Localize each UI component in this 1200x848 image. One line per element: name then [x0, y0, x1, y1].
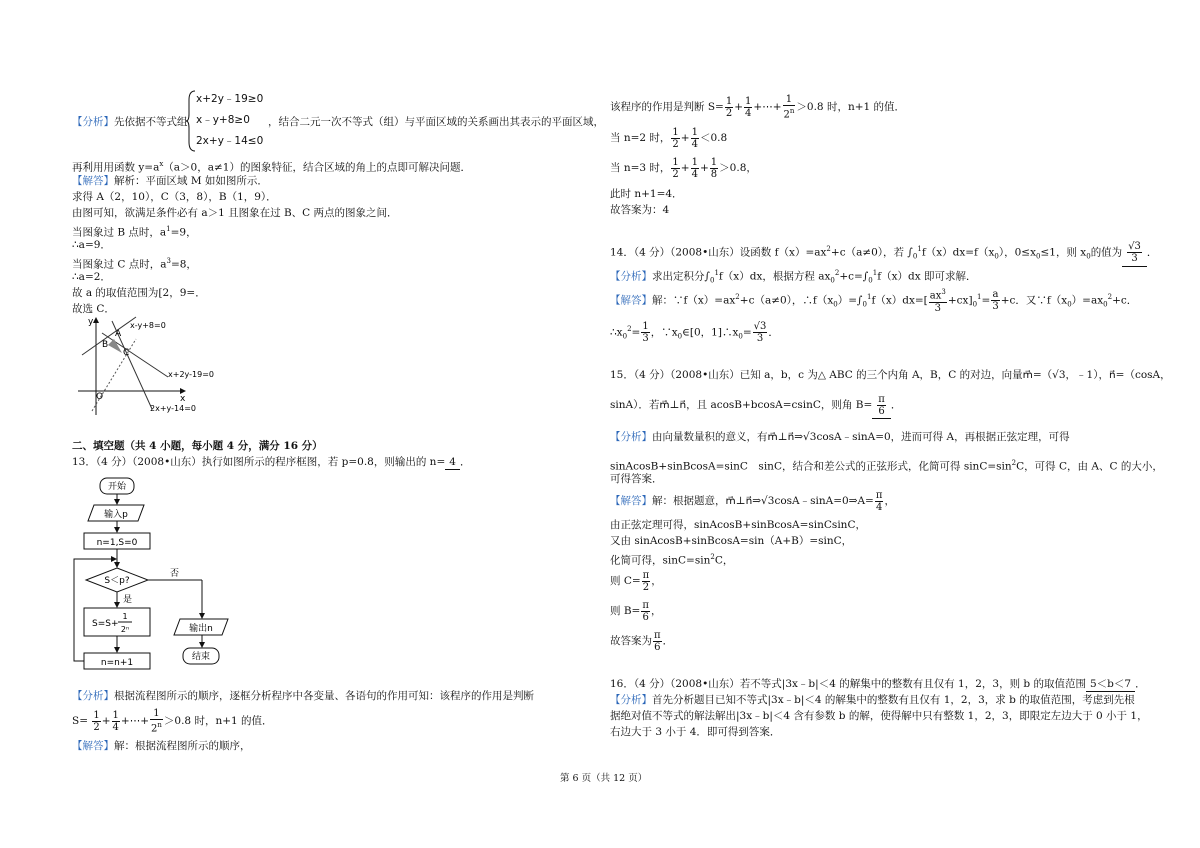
answer-line-6: 当图象过 C 点时，$a^3=8$， — [72, 257, 197, 271]
region-graph — [72, 315, 242, 423]
q15-analysis-2: sinAcosB+sinBcosA=sinC sinC，结合和差公式的正弦形式，化简可得 $\sin C=\sin^2C$，可得 C，由 A、C 的大小， — [610, 459, 1163, 473]
origin-label: O — [96, 392, 104, 402]
point-b-label: B — [102, 340, 109, 350]
q13-stem: 13．（4 分）（2008•山东）执行如图所示的程序框图，若 p=0.8，则输出的 n= 4 ． — [72, 456, 471, 468]
answer-line-7: ∴a=2． — [72, 271, 111, 283]
q15-answer: 【解答】解：根据题意，m⃗⊥n⃗⇒√3cosA﹣sinA=0⇒A= $\frac{\pi}{4}$ ， — [610, 489, 895, 513]
answer-line-5: ∴a=9． — [72, 239, 111, 251]
flow-update-label: S=S+ — [92, 619, 119, 629]
q15-line-5: 则 B= $\frac{\pi}{6}$ ， — [610, 599, 662, 623]
line3-label: 2x+y-14=0 — [150, 404, 196, 413]
q14-analysis: 【分析】求出定积分$\int_0^1f(x)dx$，根据方程 $ax_0^2+c=\int_0^1f(x)dx$ 即可求解． — [610, 269, 977, 285]
answer-tag: 【解答】 — [72, 175, 114, 187]
flow-start-label: 开始 — [107, 482, 127, 492]
line1-label: x-y+8=0 — [130, 321, 166, 330]
inequality-2: x﹣y+8≥0 — [196, 114, 250, 126]
r-line-2: 当 n=2 时， $\frac{1}{2}$ + $\frac{1}{4}$ ＜0.8 — [610, 126, 728, 150]
flow-input-label: 输入p — [104, 510, 128, 520]
answer-line-3: 由图可知，欲满足条件必有 a＞1 且图象在过 B、C 两点的图象之间． — [72, 207, 398, 219]
q15-analysis-1: 【分析】由向量数量积的意义，有m⃗⊥n⃗⇒√3cosA﹣sinA=0，进而可得 A，再根据正弦定理，可得 — [610, 431, 1070, 443]
inequality-3: 2x+y﹣14≤0 — [196, 135, 264, 147]
answer-line-2: 求得 A（2，10），C（3，8），B（1，9）． — [72, 191, 277, 203]
r-line-5: 故答案为：4 — [610, 204, 670, 216]
q16-answer: 5＜b＜7 — [1086, 677, 1135, 692]
q13-answer-line: 【解答】解：根据流程图所示的顺序， — [72, 740, 251, 752]
analysis-tag: 【分析】 — [72, 116, 114, 128]
brace-icon — [186, 90, 196, 152]
flow-end-label: 结束 — [191, 652, 211, 662]
x-label: x — [180, 394, 186, 404]
y-arrow-icon — [93, 317, 99, 323]
q16-analysis-1: 【分析】首先分析题目已知不等式|3x﹣b|＜4 的解集中的整数有且仅有 1，2，3，求 b 的取值范围，考虑到先根 — [610, 694, 1135, 706]
inequality-system — [186, 90, 266, 152]
answer-line-1: 【解答】解析：平面区域 M 如如图所示． — [72, 175, 268, 187]
flow-update-num: 1 — [122, 612, 128, 621]
page-footer: 第 6 页（共 12 页） — [560, 773, 648, 784]
flow-update-den: 2ⁿ — [120, 625, 130, 634]
answer-line-4: 当图象过 B 点时，$a^1=9$， — [72, 225, 197, 239]
analysis-line-1: 【分析】先依据不等式组 — [72, 116, 188, 128]
r-line-3: 当 n=3 时， $\frac{1}{2}$ + $\frac{1}{4}$ + $\frac{1}{8}$ ＞0.8， — [610, 156, 757, 180]
q15-line-2: 又由 sinAcosB+sinBcosA=sin（A+B）=sinC， — [610, 535, 853, 547]
q13-analysis-line: 【分析】根据流程图所示的顺序，逐框分析程序中各变量、各语句的作用可知：该程序的作用是判断 — [72, 690, 534, 702]
q13-analysis-line-2: S= $\frac{1}{2}$ + $\frac{1}{4}$ +⋯+ $\frac{1}{2^n}$ ＞0.8 时，n+1 的值． — [72, 708, 273, 735]
q15-line-1: 由正弦定理可得，sinAcosB+sinBcosA=sinCsinC， — [610, 519, 866, 531]
q15-analysis-3: 可得答案． — [610, 473, 663, 485]
q15-stem-2: sinA）．若m⃗⊥n⃗，且 acosB+bcosA=csinC，则角 B= $\frac{\pi}{6}$ ． — [610, 392, 901, 419]
feasible-region — [108, 339, 122, 353]
analysis-line-1b: ，结合二元一次不等式（组）与平面区域的关系画出其表示的平面区域， — [268, 116, 604, 128]
point-a-label: A — [115, 329, 122, 339]
point-c-label: C — [123, 348, 130, 358]
q15-stem-1: 15．（4 分）（2008•山东）已知 a，b，c 为△ ABC 的三个内角 A，B，C 的对边，向量m⃗=（√3，﹣1），n⃗=（cosA， — [610, 369, 1171, 381]
flow-yes-label: 是 — [123, 595, 133, 605]
q15-line-6: 故答案为 $\frac{\pi}{6}$ ． — [610, 629, 674, 653]
q16-analysis-2: 据绝对值不等式的解法解出|3x﹣b|＜4 含有参数 b 的解，使得解中只有整数 1，2，3，即限定左边大于 0 小于 1， — [610, 710, 1148, 722]
flow-init-label: n=1,S=0 — [96, 538, 138, 548]
q14-stem: 14．（4 分）（2008•山东）设函数 $f(x)=ax^2+c(a\ne 0)$，若 $\int_0^1f(x)dx=f(x_0)$，$0\le x_0\le 1$，则 $x_0$的值为 $\frac{√3}{3}$ ． — [610, 236, 1157, 270]
q15-line-3: 化简可得，$\sin C=\sin^2C$， — [610, 553, 734, 567]
section-heading: 二、填空题（共 4 小题，每小题 4 分，满分 16 分） — [72, 440, 323, 452]
line2-label: x+2y-19=0 — [168, 370, 214, 379]
q13-answer: 4 — [445, 455, 460, 470]
r-line-1: 该程序的作用是判断 S= $\frac{1}{2}$ + $\frac{1}{4}$ +⋯+ $\frac{1}{2^n}$ ＞0.8 时，n+1 的值． — [610, 94, 906, 121]
q16-analysis-3: 右边大于 3 小于 4．即可得到答案． — [610, 726, 781, 738]
flow-no-label: 否 — [170, 569, 180, 579]
flow-cond-label: S＜p? — [104, 576, 130, 586]
flow-output-label: 输出n — [189, 624, 213, 634]
q14-answer: 【解答】解：$\because f(x)=ax^2+c(a\ne 0)$，$\therefore f(x_0)=\int_0^1f(x)dx=$[ $\frac{ax^3}{3}$ $+cx]_0^1=$ $\frac{a}{3}$ +c．又$\because f(x_0)=ax_0^2+c$． — [610, 288, 1138, 314]
analysis-line-2: 再利用用函数 $y=a^x(a>0$，a≠1）的图象特征，结合区域的角上的点即可解决问题． — [72, 160, 471, 174]
r-line-4: 此时 n+1=4． — [610, 188, 683, 200]
q14-final: $\therefore x_0^2=$ $\frac{1}{3}$ ，$\because x_0\in[0$，$1]\therefore x_0=$ $\frac{√3}{3}$ ． — [610, 321, 779, 344]
answer-line-9: 故选 C． — [72, 303, 115, 315]
answer-line-8: 故 a 的取值范围为[2，9=． — [72, 287, 206, 299]
q15-line-4: 则 C= $\frac{\pi}{2}$ ， — [610, 569, 662, 593]
flowchart — [70, 474, 270, 686]
inequality-1: x+2y﹣19≥0 — [196, 93, 264, 105]
q16-stem: 16．（4 分）（2008•山东）若不等式|3x﹣b|＜4 的解集中的整数有且仅有 1，2，3，则 b 的取值范围 5＜b＜7 ． — [610, 678, 1146, 690]
y-label: y — [88, 317, 94, 327]
flow-incr-label: n=n+1 — [100, 658, 134, 668]
